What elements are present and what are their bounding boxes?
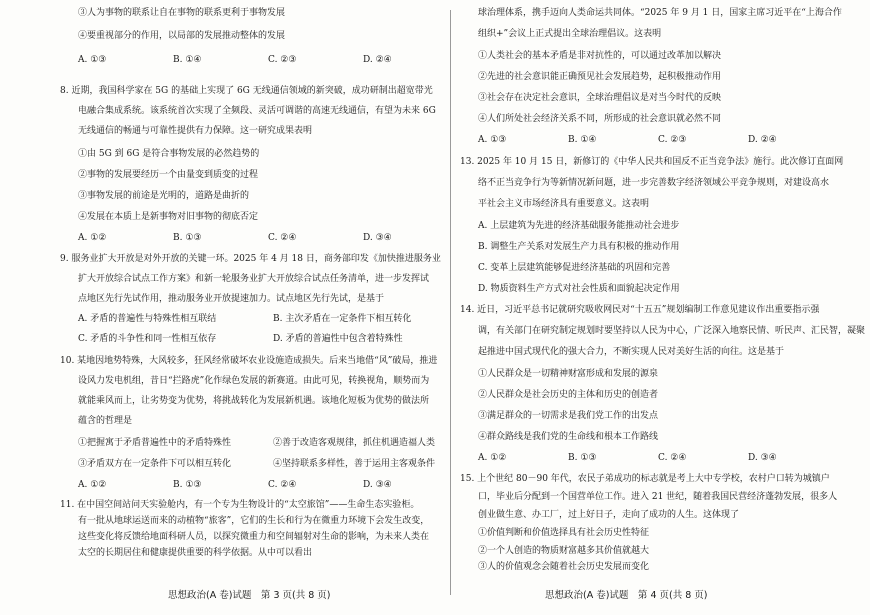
- q10-statements-row-2: [60, 455, 468, 473]
- q8-option-b[interactable]: B. ①③: [173, 233, 202, 243]
- q15-statement-3: ③人的价值观念会随着社会历史发展而变化: [478, 562, 650, 572]
- q8-option-a[interactable]: A. ①②: [78, 233, 107, 243]
- q9-stem-line-2: 扩大开放综合试点工作方案》和新一轮服务业扩大开放综合试点任务清单，进一步发挥试: [78, 274, 430, 284]
- q12-option-a[interactable]: A. ①③: [478, 135, 507, 145]
- q14-option-b[interactable]: B. ①③: [568, 453, 597, 463]
- q10-options: [60, 476, 458, 494]
- q15-statement-1: ①价值判断和价值选择具有社会历史性特征: [478, 528, 650, 538]
- q9-stem-line-1: 9. 服务业扩大开放是对外开放的关键一环。2025 年 4 月 18 日，商务部印发《加快推进服务业: [60, 254, 441, 264]
- q10-option-c[interactable]: C. ②④: [268, 480, 297, 490]
- q13-stem-line-1: 13. 2025 年 10 月 15 日，新修订的《中华人民共和国反不正当竞争法》施行。此次修订直面网: [460, 157, 844, 167]
- q10-statement-1: ①把握寓于矛盾普遍性中的矛盾特殊性: [78, 438, 232, 448]
- q10-stem-line-3: 就能乘风而上，让劣势变为优势，将挑战转化为发展新机遇。该地化短板为优势的做法所: [78, 396, 430, 406]
- q10-stem-line-4: 蕴含的哲理是: [78, 416, 133, 426]
- q7-option-b[interactable]: B. ①④: [173, 55, 202, 65]
- q13-option-d[interactable]: D. 物质资料生产方式对社会性质和面貌起决定作用: [478, 284, 680, 294]
- q12-statement-4: ④人们所处社会经济关系不同，所形成的社会意识就必然不同: [478, 114, 722, 124]
- q15-stem-line-3: 创业做生意、办工厂，过上好日子，走向了成功的人生。这体现了: [478, 510, 740, 520]
- q7-option-a[interactable]: A. ①③: [78, 55, 107, 65]
- q7-options: [60, 51, 458, 69]
- q9-option-d[interactable]: D. 矛盾的普遍性中包含着特殊性: [273, 334, 403, 344]
- q12-option-b[interactable]: B. ①④: [568, 135, 597, 145]
- q8-stem-line-3: 无线通信的畅通与可靠性提供有力保障。这一研究成果表明: [78, 126, 313, 136]
- q15-statement-2: ②一个人创造的物质财富越多其价值就越大: [478, 546, 650, 556]
- q9-options-row-1: [60, 310, 468, 328]
- q13-stem-line-3: 平社会主义市场经济具有重要意义。这表明: [478, 199, 650, 209]
- right-page: [460, 0, 866, 615]
- q9-options-row-2: [60, 330, 468, 348]
- q10-option-b[interactable]: B. ①③: [173, 480, 202, 490]
- q10-option-a[interactable]: A. ①②: [78, 480, 107, 490]
- q10-option-d[interactable]: D. ③④: [363, 480, 392, 490]
- q10-stem-line-2: 设风力发电机组，昔日“拦路虎”化作绿色发展的新赛道。由此可见，转换视角，顺势而为: [78, 376, 430, 386]
- q12-stem-line-3: 球治理体系，携手迈向人类命运共同体。“2025 年 9 月 1 日，国家主席习近平在“上海合作: [478, 8, 842, 18]
- q14-statement-4: ④群众路线是我们党的生命线和根本工作路线: [478, 432, 659, 442]
- page-footer-left: 思想政治(A 卷)试题 第 3 页(共 8 页): [168, 590, 331, 601]
- left-page: [60, 0, 440, 615]
- q14-option-d[interactable]: D. ③④: [748, 453, 777, 463]
- q13-option-b[interactable]: B. 调整生产关系对发展生产力具有积极的推动作用: [478, 242, 680, 252]
- q10-stem-line-1: 10. 某地因地势特殊，大风较多，狂风经常破坏农业设施造成损失。后来当地借“风”破局，推进: [60, 356, 438, 366]
- page-footer-right: 思想政治(A 卷)试题 第 4 页(共 8 页): [545, 590, 708, 601]
- q10-statements-row-1: [60, 434, 468, 452]
- q12-stem-line-4: 组织+”会议上正式提出全球治理倡议。这表明: [478, 29, 662, 39]
- q15-stem-line-2: 口，毕业后分配到一个国营单位工作。进入 21 世纪，随着我国民营经济蓬勃发展，很多人: [478, 492, 838, 502]
- q7-option-d[interactable]: D. ②④: [363, 55, 392, 65]
- q12-options: [460, 131, 838, 149]
- q12-statement-1: ①人类社会的基本矛盾是非对抗性的，可以通过改革加以解决: [478, 51, 722, 61]
- q8-statement-1: ①由 5G 到 6G 是符合事物发展的必然趋势的: [78, 149, 260, 159]
- q14-stem-line-3: 起推进中国式现代化的强大合力，不断实现人民对美好生活的向往。这是基于: [478, 347, 785, 357]
- q8-statement-4: ④发展在本质上是新事物对旧事物的彻底否定: [78, 212, 259, 222]
- q12-option-c[interactable]: C. ②③: [658, 135, 687, 145]
- q11-stem-line-1: 11. 在中国空间站问天实验舱内，有一个专为生物设计的“太空旅馆”——生命生态实验柜。: [60, 500, 420, 510]
- q8-statement-2: ②事物的发展要经历一个由量变到质变的过程: [78, 170, 259, 180]
- q8-stem-line-2: 电融合集成系统。该系统首次实现了全频段、灵活可调谐的高速无线通信，有望为未来 6G: [78, 106, 436, 116]
- q8-stem-line-1: 8. 近期，我国科学家在 5G 的基础上实现了 6G 无线通信领域的新突破，成功研制出超宽带光: [60, 86, 433, 96]
- q9-stem-line-3: 点地区先行先试作用，推动服务业开放提速加力。试点地区先行先试，是基于: [78, 294, 385, 304]
- q10-statement-4: ④坚持联系多样性，善于运用主客观条件: [273, 459, 436, 469]
- q12-statement-2: ②先进的社会意识能正确预见社会发展趋势，起积极推动作用: [478, 72, 722, 82]
- q7-statement-3: ③人为事物的联系让自在事物的联系更利于事物发展: [78, 8, 286, 18]
- q12-statement-3: ③社会存在决定社会意识，全球治理倡议是对当今时代的反映: [478, 93, 722, 103]
- q14-statement-1: ①人民群众是一切精神财富形成和发展的源泉: [478, 369, 659, 379]
- column-divider: [450, 10, 451, 595]
- q11-stem-line-3: 这些变化将反馈给地面科研人员，以探究微重力和空间辐射对生命的影响，为未来人类在: [78, 532, 430, 542]
- q14-options: [460, 449, 838, 467]
- q12-option-d[interactable]: D. ②④: [748, 135, 777, 145]
- q11-stem-line-4: 太空的长期居住和健康提供重要的科学依据。从中可以看出: [78, 548, 313, 558]
- q8-option-d[interactable]: D. ③④: [363, 233, 392, 243]
- q13-stem-line-2: 络不正当竞争行为等新情况新问题，进一步完善数字经济领域公平竞争规则，对建设高水: [478, 178, 830, 188]
- q7-option-c[interactable]: C. ②③: [268, 55, 297, 65]
- q8-options: [60, 229, 458, 247]
- q13-option-c[interactable]: C. 变革上层建筑能够促进经济基础的巩固和完善: [478, 263, 671, 273]
- q8-statement-3: ③事物发展的前途是光明的，道路是曲折的: [78, 191, 250, 201]
- q14-stem-line-2: 调，有关部门在研究制定规划时要坚持以人民为中心，广泛深入地察民情、听民声、汇民智，凝聚: [478, 326, 866, 336]
- q14-stem-line-1: 14. 近日，习近平总书记就研究吸收网民对“十五五”规划编制工作意见建议作出重要指示强: [460, 305, 820, 315]
- q13-option-a[interactable]: A. 上层建筑为先进的经济基础服务能推动社会进步: [478, 221, 680, 231]
- q10-statement-2: ②善于改造客观规律，抓住机遇造福人类: [273, 438, 436, 448]
- q14-option-c[interactable]: C. ②④: [658, 453, 687, 463]
- q9-option-b[interactable]: B. 主次矛盾在一定条件下相互转化: [273, 314, 412, 324]
- q14-statement-3: ③满足群众的一切需求是我们党工作的出发点: [478, 411, 659, 421]
- q11-stem-line-2: 有一批从地球运送而来的动植物“旅客”，它们的生长和行为在微重力环境下会发生改变，: [78, 516, 430, 526]
- q7-statement-4: ④要重视部分的作用，以局部的发展推动整体的发展: [78, 31, 286, 41]
- q14-option-a[interactable]: A. ①②: [478, 453, 507, 463]
- q8-option-c[interactable]: C. ②④: [268, 233, 297, 243]
- q14-statement-2: ②人民群众是社会历史的主体和历史的创造者: [478, 390, 659, 400]
- q9-option-c[interactable]: C. 矛盾的斗争性和同一性相互依存: [78, 334, 217, 344]
- q10-statement-3: ③矛盾双方在一定条件下可以相互转化: [78, 459, 232, 469]
- q9-option-a[interactable]: A. 矛盾的普遍性与特殊性相互联结: [78, 314, 217, 324]
- q15-stem-line-1: 15. 上个世纪 80－90 年代，农民子弟成功的标志就是考上大中专学校，农村户口转为城镇户: [460, 474, 830, 484]
